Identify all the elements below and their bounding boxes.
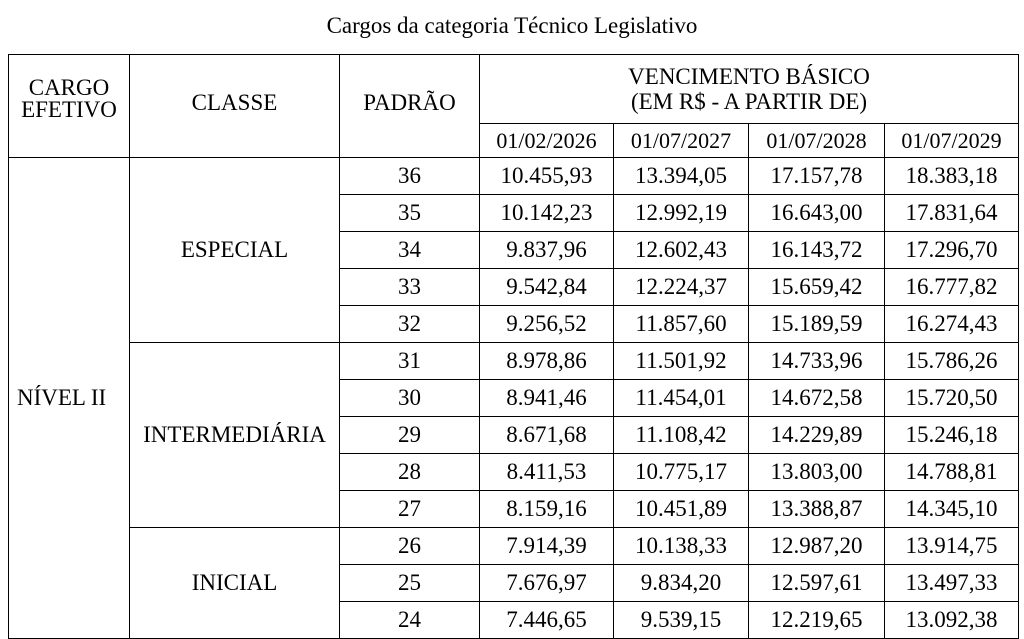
vencimento-cell: 9.834,20 xyxy=(614,565,749,602)
vencimento-cell: 15.786,26 xyxy=(885,343,1019,380)
header-vencimento-basico xyxy=(480,55,1019,124)
vencimento-cell: 17.296,70 xyxy=(885,232,1019,269)
vencimento-cell: 11.857,60 xyxy=(614,306,749,343)
vencimento-cell: 13.388,87 xyxy=(749,491,885,528)
vencimento-cell: 9.256,52 xyxy=(480,306,614,343)
header-date: 01/07/2028 xyxy=(749,124,885,158)
vencimento-cell: 8.941,46 xyxy=(480,380,614,417)
vencimento-cell: 12.992,19 xyxy=(614,195,749,232)
vencimento-cell: 7.914,39 xyxy=(480,528,614,565)
header-padrao: PADRÃO xyxy=(340,55,480,158)
vencimento-cell: 12.224,37 xyxy=(614,269,749,306)
vencimento-cell: 8.159,16 xyxy=(480,491,614,528)
header-date: 01/07/2029 xyxy=(885,124,1019,158)
vencimento-cell: 13.092,38 xyxy=(885,602,1019,639)
vencimento-cell: 14.788,81 xyxy=(885,454,1019,491)
vencimento-cell: 10.138,33 xyxy=(614,528,749,565)
vencimento-cell: 8.978,86 xyxy=(480,343,614,380)
vencimento-cell: 14.345,10 xyxy=(885,491,1019,528)
vencimento-cell: 11.454,01 xyxy=(614,380,749,417)
vencimento-cell: 16.143,72 xyxy=(749,232,885,269)
vencimento-cell: 14.229,89 xyxy=(749,417,885,454)
table-row xyxy=(9,528,1019,565)
classe-inicial: INICIAL xyxy=(130,528,340,639)
header-cargo-line1: CARGO xyxy=(28,75,110,100)
vencimento-cell: 14.672,58 xyxy=(749,380,885,417)
vencimento-cell: 12.219,65 xyxy=(749,602,885,639)
padrao-cell: 36 xyxy=(340,158,480,195)
padrao-cell: 29 xyxy=(340,417,480,454)
vencimento-cell: 8.671,68 xyxy=(480,417,614,454)
vencimento-cell: 7.676,97 xyxy=(480,565,614,602)
vencimento-cell: 15.720,50 xyxy=(885,380,1019,417)
vencimento-cell: 13.803,00 xyxy=(749,454,885,491)
padrao-cell: 25 xyxy=(340,565,480,602)
vencimento-cell: 9.837,96 xyxy=(480,232,614,269)
header-row xyxy=(9,55,1019,124)
table-row xyxy=(9,158,1019,195)
cargo-nivel: NÍVEL II xyxy=(9,158,130,639)
padrao-cell: 27 xyxy=(340,491,480,528)
vencimento-cell: 13.914,75 xyxy=(885,528,1019,565)
classe-especial: ESPECIAL xyxy=(130,158,340,343)
vencimento-cell: 15.659,42 xyxy=(749,269,885,306)
vencimento-cell: 10.455,93 xyxy=(480,158,614,195)
vencimento-cell: 12.602,43 xyxy=(614,232,749,269)
padrao-cell: 35 xyxy=(340,195,480,232)
padrao-cell: 26 xyxy=(340,528,480,565)
salary-table xyxy=(8,54,1019,639)
header-cargo-line2: EFETIVO xyxy=(21,97,117,122)
classe-intermediaria: INTERMEDIÁRIA xyxy=(130,343,340,528)
header-vencimento-line1: VENCIMENTO BÁSICO xyxy=(628,64,870,89)
vencimento-cell: 11.108,42 xyxy=(614,417,749,454)
table-caption: Cargos da categoria Técnico Legislativo xyxy=(326,13,698,38)
header-cargo-efetivo xyxy=(9,55,130,158)
vencimento-cell: 18.383,18 xyxy=(885,158,1019,195)
padrao-cell: 34 xyxy=(340,232,480,269)
vencimento-cell: 16.274,43 xyxy=(885,306,1019,343)
vencimento-cell: 13.497,33 xyxy=(885,565,1019,602)
header-classe: CLASSE xyxy=(130,55,340,158)
padrao-cell: 31 xyxy=(340,343,480,380)
vencimento-cell: 10.775,17 xyxy=(614,454,749,491)
padrao-cell: 32 xyxy=(340,306,480,343)
header-vencimento-line2: (EM R$ - A PARTIR DE) xyxy=(630,89,868,114)
vencimento-cell: 14.733,96 xyxy=(749,343,885,380)
vencimento-cell: 13.394,05 xyxy=(614,158,749,195)
vencimento-cell: 8.411,53 xyxy=(480,454,614,491)
vencimento-cell: 9.542,84 xyxy=(480,269,614,306)
vencimento-cell: 9.539,15 xyxy=(614,602,749,639)
vencimento-cell: 7.446,65 xyxy=(480,602,614,639)
vencimento-cell: 16.777,82 xyxy=(885,269,1019,306)
vencimento-cell: 15.246,18 xyxy=(885,417,1019,454)
vencimento-cell: 12.597,61 xyxy=(749,565,885,602)
header-date: 01/02/2026 xyxy=(480,124,614,158)
vencimento-cell: 10.142,23 xyxy=(480,195,614,232)
vencimento-cell: 11.501,92 xyxy=(614,343,749,380)
vencimento-cell: 10.451,89 xyxy=(614,491,749,528)
header-date: 01/07/2027 xyxy=(614,124,749,158)
vencimento-cell: 15.189,59 xyxy=(749,306,885,343)
padrao-cell: 24 xyxy=(340,602,480,639)
padrao-cell: 28 xyxy=(340,454,480,491)
vencimento-cell: 17.831,64 xyxy=(885,195,1019,232)
vencimento-cell: 16.643,00 xyxy=(749,195,885,232)
vencimento-cell: 12.987,20 xyxy=(749,528,885,565)
vencimento-cell: 17.157,78 xyxy=(749,158,885,195)
padrao-cell: 30 xyxy=(340,380,480,417)
table-row xyxy=(9,343,1019,380)
padrao-cell: 33 xyxy=(340,269,480,306)
